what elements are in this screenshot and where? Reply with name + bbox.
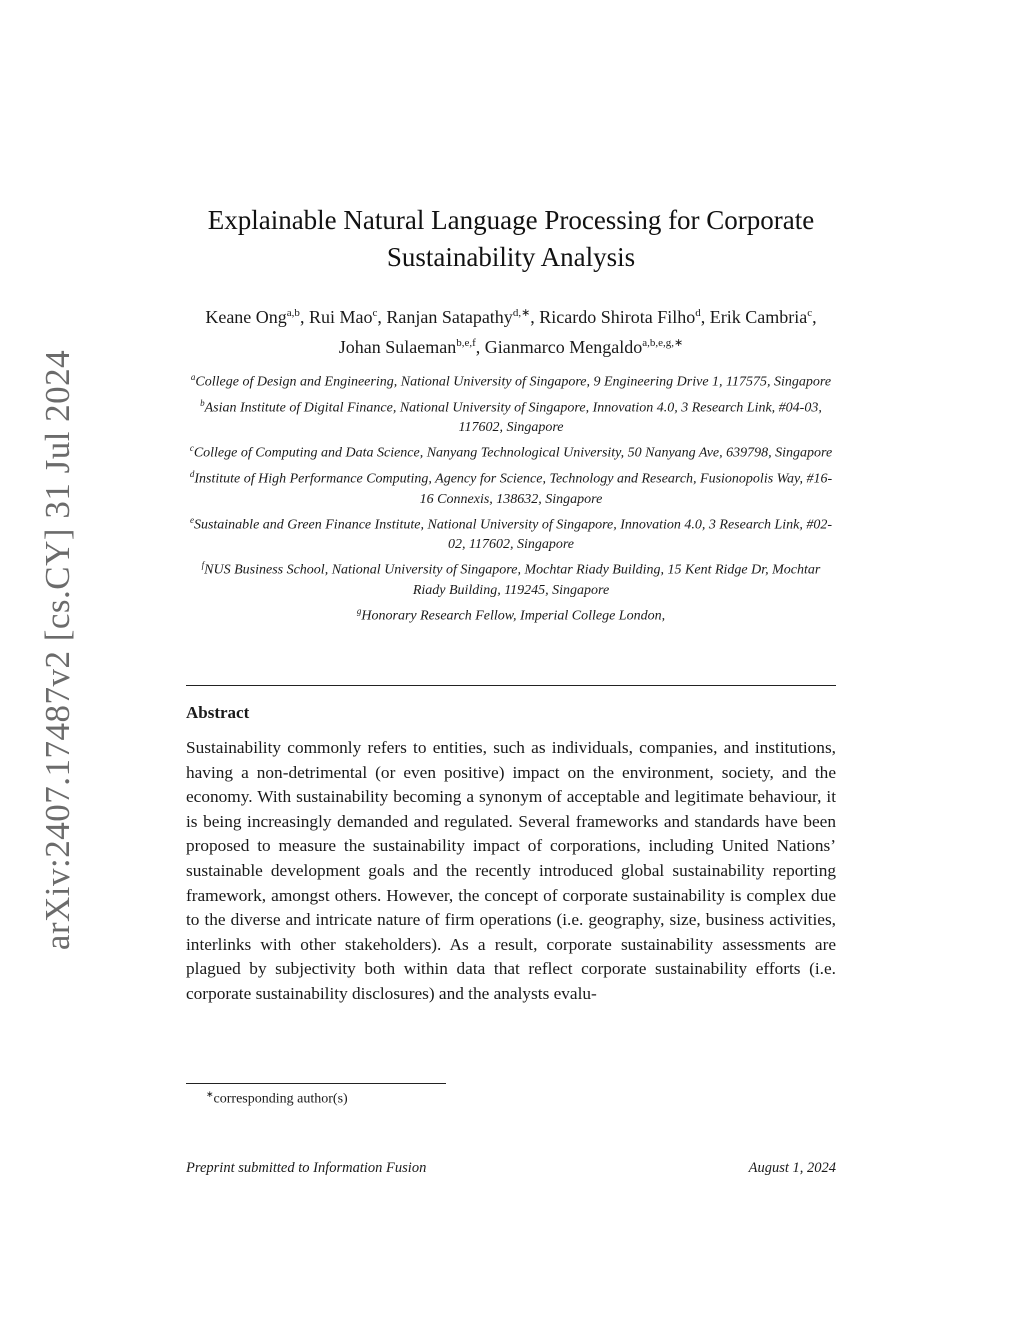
author-name: Rui Mao [308, 307, 373, 327]
author-affiliation-marks: a,b,e,g,∗ [642, 337, 684, 349]
affiliation [186, 438, 836, 464]
affiliation-mark: f [201, 560, 205, 571]
footnote-mark: ∗ [206, 1089, 214, 1099]
affiliation-text: Institute of High Performance Computing, Agency for Science, Technology and Research, Fusionopolis Way, #16-16 Connexis, 138632, Singapore [194, 471, 833, 507]
footnote [206, 1089, 348, 1108]
affiliation-text: Honorary Research Fellow, Imperial College London, [361, 608, 666, 624]
footer-date: August 1, 2024 [748, 1160, 836, 1176]
footnote-text: corresponding author(s) [213, 1091, 348, 1107]
author-affiliation-marks: b,e,f [456, 337, 476, 349]
affiliation [186, 510, 836, 556]
author-separator: , [475, 337, 485, 357]
abstract-top-rule [186, 685, 836, 686]
affiliation [186, 367, 836, 393]
affiliation-text: College of Design and Engineering, National University of Singapore, 9 Engineering Drive 1, 117575, Singapore [195, 374, 832, 390]
affiliation [186, 555, 836, 601]
affiliation-mark: d [189, 468, 195, 479]
affiliation-mark: a [190, 372, 196, 382]
author-separator: , [812, 307, 817, 327]
author-separator: , [299, 307, 309, 327]
paper-title: Explainable Natural Language Processing for Corporate Sustainability Analysis [207, 205, 815, 272]
affiliation-mark: e [189, 514, 194, 525]
author-name: Johan Sulaeman [338, 337, 457, 357]
abstract-body: Sustainability commonly refers to entities, such as individuals, companies, and institutions, having a non-detrimental (or even positive) impact on the environment, society, and the economy. With sustainability becoming a synonym of acceptable and legitimate behaviour, it is being increasingly demanded and regulated. Several frameworks and standards have been proposed to measure the sustainability impact of corporations, including United Nations’ sustainable development goals and the recently introduced global sustainability reporting framework, amongst others. However, the concept of corporate sustainability is complex due to the diverse and intricate nature of firm operations (i.e. geography, size, business activities, interlinks with other stakeholders). As a result, corporate sustainability assessments are plagued by subjectivity both within data that reflect corporate sustainability efforts (i.e. corporate sustainability disclosures) and the analysts evalu- [186, 738, 836, 1003]
affiliation [186, 601, 836, 627]
footer-journal: Preprint submitted to Information Fusion [186, 1160, 427, 1176]
affiliation-text: College of Computing and Data Science, Nanyang Technological University, 50 Nanyang Ave, 639798, Singapore [193, 445, 833, 461]
affiliation-mark: b [200, 397, 205, 408]
affiliation-text: Sustainable and Green Finance Institute, National University of Singapore, Innovation 4.0, 3 Research Link, #02-02, 117602, Singapore [193, 517, 833, 553]
abstract-heading: Abstract [186, 703, 250, 722]
affiliation [186, 464, 836, 510]
author-affiliation-marks: c [807, 307, 813, 319]
author-separator: , [377, 307, 387, 327]
author-name: Gianmarco Mengaldo [484, 337, 643, 357]
author-affiliation-marks: a,b [286, 307, 300, 319]
author-name: Erik Cambria [709, 307, 808, 327]
arxiv-identifier: arXiv:2407.17487v2 [cs.CY] 31 Jul 2024 [38, 349, 77, 951]
author-name: Keane Ong [205, 307, 287, 327]
author-name: Ricardo Shirota Filho [539, 307, 696, 327]
footnote-rule [186, 1083, 446, 1084]
author-separator: , [530, 307, 540, 327]
affiliation-mark: g [356, 605, 362, 616]
affiliation-text: NUS Business School, National University of Singapore, Mochtar Riady Building, 15 Kent Ridge Dr, Mochtar Riady Building, 119245, Singapore [204, 562, 821, 598]
affiliation-mark: c [189, 443, 194, 454]
author-name: Ranjan Satapathy [386, 307, 513, 327]
author-list [186, 300, 836, 360]
affiliation [186, 393, 836, 439]
author-affiliation-marks: d [695, 307, 701, 319]
author-affiliation-marks: c [372, 307, 378, 319]
affiliation-text: Asian Institute of Digital Finance, National University of Singapore, Innovation 4.0, 3 Research Link, #04-03, 117602, Singapore [204, 400, 822, 436]
author-separator: , [700, 307, 710, 327]
affiliation-list [186, 367, 836, 627]
author-affiliation-marks: d,∗ [512, 307, 531, 319]
